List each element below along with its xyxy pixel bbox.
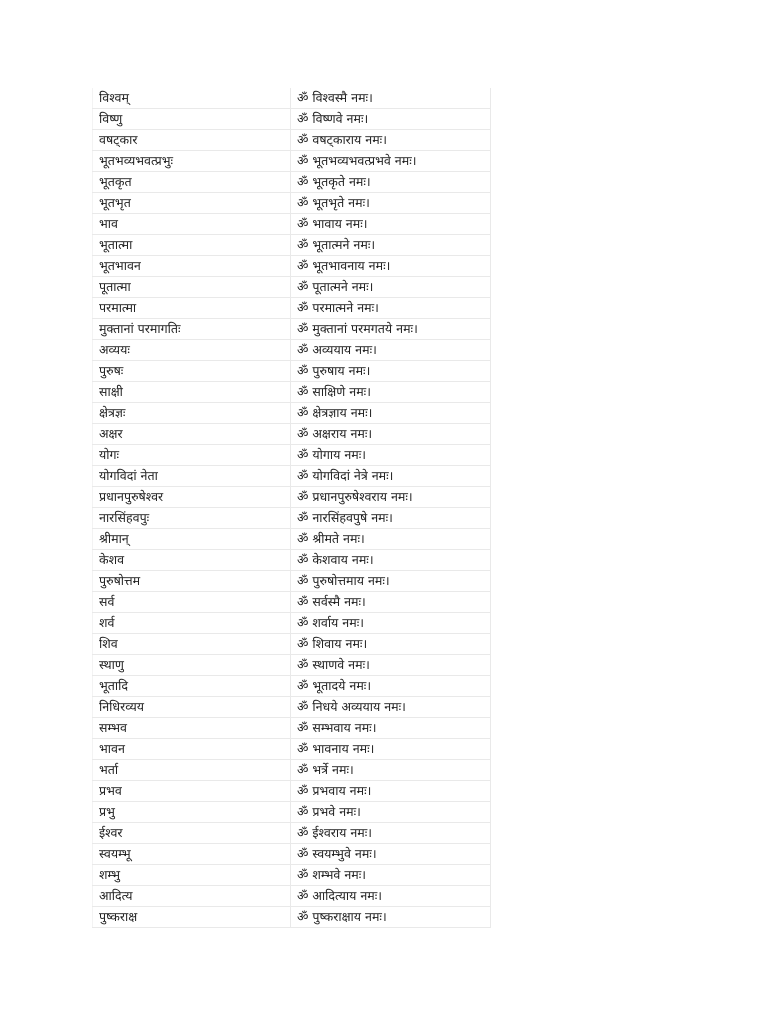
- mantra-cell: ॐ भूतभृते नमः।: [291, 193, 491, 214]
- name-cell: निधिरव्यय: [93, 697, 291, 718]
- name-cell: पुष्कराक्ष: [93, 907, 291, 928]
- mantra-cell: ॐ श्रीमते नमः।: [291, 529, 491, 550]
- name-cell: सम्भव: [93, 718, 291, 739]
- mantra-cell: ॐ अक्षराय नमः।: [291, 424, 491, 445]
- name-cell: मुक्तानां परमागतिः: [93, 319, 291, 340]
- mantra-cell: ॐ परमात्मने नमः।: [291, 298, 491, 319]
- mantra-cell: ॐ प्रभवाय नमः।: [291, 781, 491, 802]
- mantra-cell: ॐ शर्वाय नमः।: [291, 613, 491, 634]
- name-cell: श्रीमान्: [93, 529, 291, 550]
- name-cell: नारसिंहवपुः: [93, 508, 291, 529]
- name-cell: योगः: [93, 445, 291, 466]
- mantra-cell: ॐ योगाय नमः।: [291, 445, 491, 466]
- table-row: [93, 214, 491, 235]
- mantra-cell: ॐ विश्वस्मै नमः।: [291, 88, 491, 109]
- table-row: [93, 235, 491, 256]
- name-cell: भूतकृत: [93, 172, 291, 193]
- name-cell: क्षेत्रज्ञः: [93, 403, 291, 424]
- mantra-cell: ॐ मुक्तानां परमगतये नमः।: [291, 319, 491, 340]
- mantra-cell: ॐ शिवाय नमः।: [291, 634, 491, 655]
- name-cell: भर्ता: [93, 760, 291, 781]
- mantra-cell: ॐ भूतकृते नमः।: [291, 172, 491, 193]
- mantra-cell: ॐ भूतादये नमः।: [291, 676, 491, 697]
- name-cell: शम्भु: [93, 865, 291, 886]
- table-row: [93, 403, 491, 424]
- table-row: [93, 298, 491, 319]
- mantra-cell: ॐ भूतभव्यभवत्प्रभवे नमः।: [291, 151, 491, 172]
- mantra-cell: ॐ भावाय नमः।: [291, 214, 491, 235]
- name-cell: वषट्कार: [93, 130, 291, 151]
- name-cell: केशव: [93, 550, 291, 571]
- table-row: [93, 865, 491, 886]
- name-cell: स्वयम्भू: [93, 844, 291, 865]
- name-cell: प्रधानपुरुषेश्वर: [93, 487, 291, 508]
- mantra-cell: ॐ विष्णवे नमः।: [291, 109, 491, 130]
- mantra-cell: ॐ ईश्वराय नमः।: [291, 823, 491, 844]
- mantra-cell: ॐ निधये अव्ययाय नमः।: [291, 697, 491, 718]
- name-cell: विष्णु: [93, 109, 291, 130]
- mantra-cell: ॐ स्वयम्भुवे नमः।: [291, 844, 491, 865]
- name-cell: परमात्मा: [93, 298, 291, 319]
- table-row: [93, 424, 491, 445]
- table-row: [93, 529, 491, 550]
- name-cell: पुरुषः: [93, 361, 291, 382]
- mantra-cell: ॐ भावनाय नमः।: [291, 739, 491, 760]
- name-cell: अव्ययः: [93, 340, 291, 361]
- name-cell: भूतभावन: [93, 256, 291, 277]
- mantra-cell: ॐ क्षेत्रज्ञाय नमः।: [291, 403, 491, 424]
- table-row: [93, 277, 491, 298]
- table-row: [93, 382, 491, 403]
- table-row: [93, 844, 491, 865]
- name-cell: विश्वम्: [93, 88, 291, 109]
- table-row: [93, 109, 491, 130]
- mantra-cell: ॐ प्रभवे नमः।: [291, 802, 491, 823]
- name-cell: पुरुषोत्तम: [93, 571, 291, 592]
- name-cell: ईश्वर: [93, 823, 291, 844]
- name-cell: शर्व: [93, 613, 291, 634]
- table-row: [93, 151, 491, 172]
- table-row: [93, 823, 491, 844]
- table-row: [93, 592, 491, 613]
- name-cell: पूतात्मा: [93, 277, 291, 298]
- table-row: [93, 466, 491, 487]
- mantra-cell: ॐ भर्त्रे नमः।: [291, 760, 491, 781]
- name-cell: भावन: [93, 739, 291, 760]
- table-row: [93, 340, 491, 361]
- name-cell: आदित्य: [93, 886, 291, 907]
- mantra-cell: ॐ पुरुषोत्तमाय नमः।: [291, 571, 491, 592]
- table-row: [93, 193, 491, 214]
- names-table-body: [93, 88, 491, 928]
- name-cell: शिव: [93, 634, 291, 655]
- name-cell: भाव: [93, 214, 291, 235]
- table-row: [93, 760, 491, 781]
- mantra-cell: ॐ योगविदां नेत्रे नमः।: [291, 466, 491, 487]
- table-row: [93, 172, 491, 193]
- table-row: [93, 802, 491, 823]
- name-cell: भूतभृत: [93, 193, 291, 214]
- table-row: [93, 886, 491, 907]
- mantra-cell: ॐ पुरुषाय नमः।: [291, 361, 491, 382]
- mantra-cell: ॐ वषट्काराय नमः।: [291, 130, 491, 151]
- table-row: [93, 508, 491, 529]
- table-row: [93, 739, 491, 760]
- table-row: [93, 571, 491, 592]
- mantra-cell: ॐ नारसिंहवपुषे नमः।: [291, 508, 491, 529]
- table-row: [93, 361, 491, 382]
- table-row: [93, 655, 491, 676]
- table-row: [93, 550, 491, 571]
- mantra-cell: ॐ भूतात्मने नमः।: [291, 235, 491, 256]
- table-row: [93, 697, 491, 718]
- mantra-cell: ॐ पुष्कराक्षाय नमः।: [291, 907, 491, 928]
- name-cell: प्रभव: [93, 781, 291, 802]
- name-cell: भूतादि: [93, 676, 291, 697]
- mantra-cell: ॐ साक्षिणे नमः।: [291, 382, 491, 403]
- table-row: [93, 487, 491, 508]
- names-table: [92, 88, 491, 928]
- name-cell: प्रभु: [93, 802, 291, 823]
- name-cell: अक्षर: [93, 424, 291, 445]
- mantra-cell: ॐ पूतात्मने नमः।: [291, 277, 491, 298]
- mantra-cell: ॐ अव्ययाय नमः।: [291, 340, 491, 361]
- mantra-cell: ॐ शम्भवे नमः।: [291, 865, 491, 886]
- name-cell: साक्षी: [93, 382, 291, 403]
- name-cell: योगविदां नेता: [93, 466, 291, 487]
- table-row: [93, 781, 491, 802]
- mantra-cell: ॐ सम्भवाय नमः।: [291, 718, 491, 739]
- mantra-cell: ॐ केशवाय नमः।: [291, 550, 491, 571]
- name-cell: स्थाणु: [93, 655, 291, 676]
- table-row: [93, 676, 491, 697]
- mantra-cell: ॐ प्रधानपुरुषेश्वराय नमः।: [291, 487, 491, 508]
- name-cell: सर्व: [93, 592, 291, 613]
- name-cell: भूतात्मा: [93, 235, 291, 256]
- table-row: [93, 319, 491, 340]
- table-row: [93, 88, 491, 109]
- mantra-cell: ॐ सर्वस्मै नमः।: [291, 592, 491, 613]
- mantra-cell: ॐ भूतभावनाय नमः।: [291, 256, 491, 277]
- mantra-cell: ॐ आदित्याय नमः।: [291, 886, 491, 907]
- table-row: [93, 256, 491, 277]
- table-row: [93, 634, 491, 655]
- name-cell: भूतभव्यभवत्प्रभुः: [93, 151, 291, 172]
- table-row: [93, 907, 491, 928]
- table-row: [93, 718, 491, 739]
- table-row: [93, 130, 491, 151]
- table-row: [93, 613, 491, 634]
- mantra-cell: ॐ स्थाणवे नमः।: [291, 655, 491, 676]
- table-row: [93, 445, 491, 466]
